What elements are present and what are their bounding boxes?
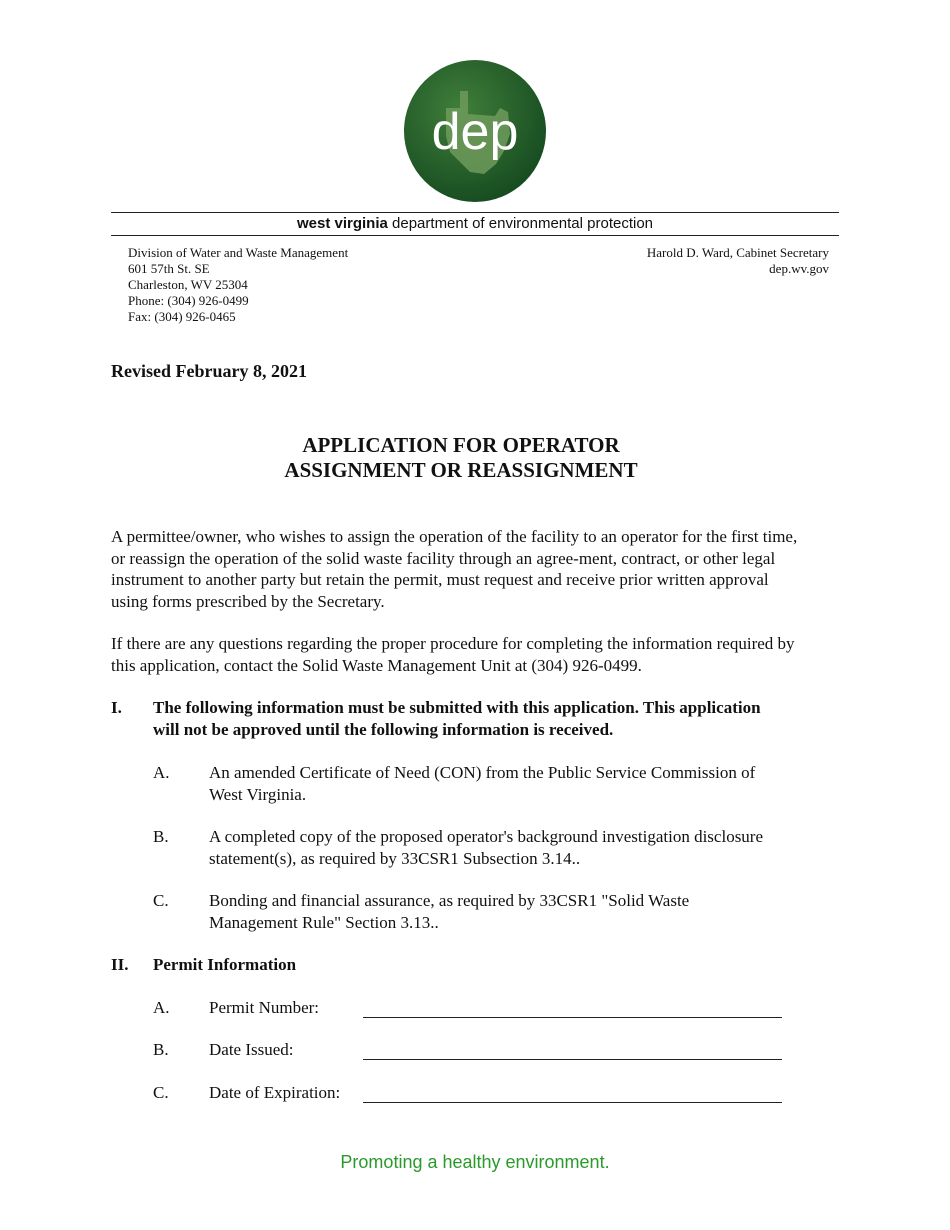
address-line: Fax: (304) 926-0465 [128,309,236,324]
secretary-name: Harold D. Ward, Cabinet Secretary [646,245,829,260]
date-issued-input-line[interactable] [363,1059,782,1060]
revised-date: Revised February 8, 2021 [111,361,307,381]
section-number: II. [111,955,129,974]
logo-text: dep [431,103,519,161]
field-letter: C. [153,1083,169,1102]
address-line: Division of Water and Waste Management [128,245,349,260]
website-link: dep.wv.gov [769,261,829,276]
agency-name [111,215,839,232]
address-line: Charleston, WV 25304 [128,277,248,292]
section-number: I. [111,698,122,717]
footer-slogan: Promoting a healthy environment. [340,1152,610,1172]
contact-paragraph: If there are any questions regarding the proper procedure for completing the information required by this application, contact the Solid Waste Management Unit at (304) 926-0499. [111,634,795,675]
item-letter: A. [153,763,170,782]
agency-name-rest: department of environmental protection [392,215,654,232]
intro-paragraph: A permittee/owner, who wishes to assign the operation of the facility to an operator for the first time, or reassign the operation of the solid waste facility through an agree-ment, contract, or other legal instrument to another party but retain the permit, must request and receive prior written approval using forms prescribed by the Secretary. [111,527,798,611]
field-letter: A. [153,998,170,1017]
permit-number-input-line[interactable] [363,1017,782,1018]
address-line: 601 57th St. SE [128,261,210,276]
item-letter: C. [153,891,169,910]
section-heading-text: The following information must be submitted with this application. This application will not be approved until the following information is received. [153,698,761,739]
title-line-1: APPLICATION FOR OPERATOR [302,433,620,457]
title-line-2: ASSIGNMENT OR REASSIGNMENT [284,458,638,482]
address-line: Phone: (304) 926-0499 [128,293,249,308]
header-rule-bottom [111,235,839,236]
division-address [128,245,348,325]
header-rule-top [111,212,839,213]
document-title [111,433,811,483]
field-letter: B. [153,1040,169,1059]
secretary-info [647,245,829,277]
item-text: A completed copy of the proposed operator's background investigation disclosure statement(s), as required by 33CSR1 Subsection 3.14.. [209,827,764,868]
item-text: Bonding and financial assurance, as required by 33CSR1 "Solid Waste Management Rule" Section 3.13.. [209,891,690,932]
field-label: Permit Number: [209,998,320,1017]
section-heading-text: Permit Information [153,955,297,974]
dep-logo [400,56,550,206]
agency-name-bold: west virginia [296,215,388,232]
item-text: An amended Certificate of Need (CON) from the Public Service Commission of West Virginia. [209,763,756,804]
expiration-date-input-line[interactable] [363,1102,782,1103]
field-label: Date of Expiration: [209,1083,341,1102]
field-label: Date Issued: [209,1040,294,1059]
item-letter: B. [153,827,169,846]
